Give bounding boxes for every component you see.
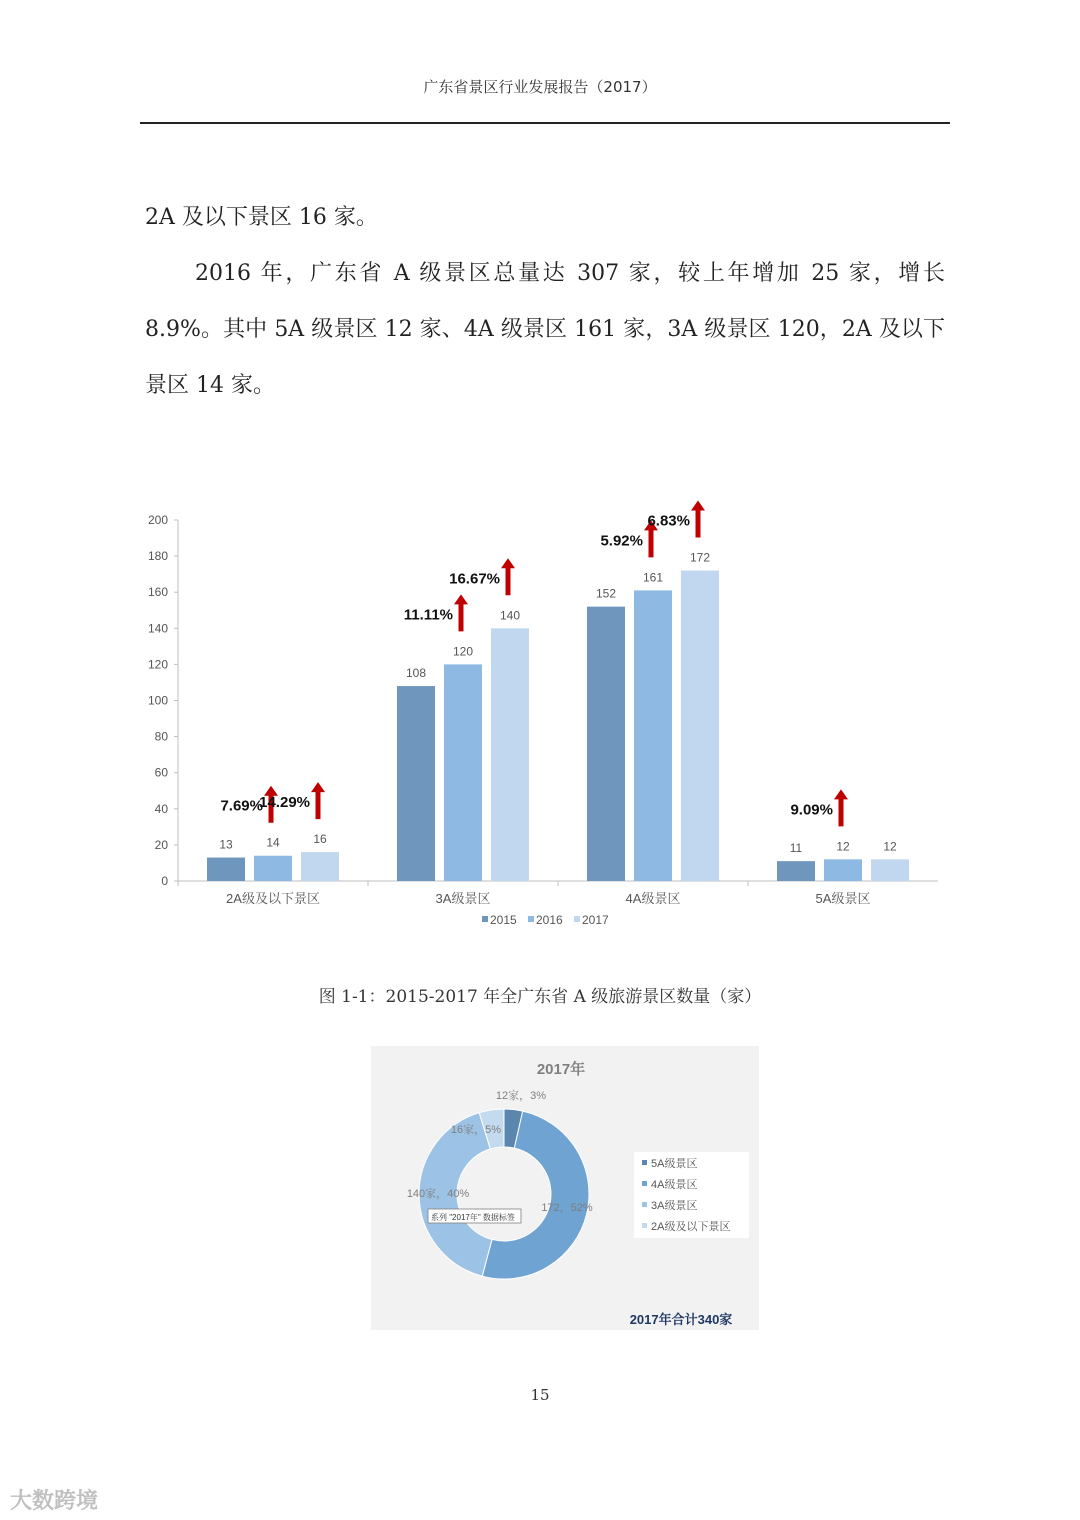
- legend-swatch: [574, 916, 580, 922]
- growth-label: 7.69%: [220, 797, 263, 815]
- y-tick-label: 60: [154, 765, 168, 780]
- bar-value-label: 161: [642, 570, 664, 585]
- growth-label: 6.83%: [647, 512, 690, 530]
- growth-arrow-icon: [454, 594, 468, 631]
- donut-legend-swatch: [642, 1160, 647, 1165]
- bar-value-label: 108: [405, 666, 427, 681]
- bar-chart: [140, 490, 950, 940]
- page-number: 15: [530, 1386, 550, 1404]
- donut-legend-label: 4A级景区: [651, 1179, 698, 1191]
- donut-legend-label: 5A级景区: [651, 1158, 698, 1170]
- donut-slice-label: 140家，40%: [406, 1188, 470, 1200]
- donut-slice-label: 172，52%: [541, 1202, 593, 1214]
- y-tick-label: 140: [147, 621, 168, 636]
- bar-value-label: 14: [266, 835, 280, 850]
- bar-value-label: 12: [883, 839, 897, 854]
- bar-2017: [491, 628, 529, 881]
- bar-2015: [397, 686, 435, 881]
- y-tick-label: 0: [161, 874, 168, 888]
- bar-2017: [871, 859, 909, 881]
- y-tick-label: 180: [147, 549, 168, 564]
- page-header: 广东省景区行业发展报告（2017）: [423, 78, 657, 96]
- donut-total-label: 2017年合计340家: [629, 1312, 733, 1327]
- legend-swatch: [482, 916, 488, 922]
- bar-value-label: 152: [595, 586, 617, 601]
- legend-label: 2015: [490, 913, 517, 927]
- donut-legend-swatch: [642, 1181, 647, 1186]
- bar-2016: [824, 859, 862, 881]
- paragraph-2: 2016 年，广东省 A 级景区总量达 307 家，较上年增加 25 家，增长 8.9%。其中 5A 级景区 12 家、4A 级景区 161 家，3A 级景区 120，2A 及以下景区 14 家。: [145, 261, 945, 398]
- growth-label: 9.09%: [790, 801, 833, 819]
- growth-arrow-icon: [691, 501, 705, 538]
- donut-chart: [371, 1046, 759, 1330]
- bar-2016: [254, 856, 292, 881]
- y-tick-label: 20: [154, 837, 168, 852]
- legend-label: 2017: [582, 913, 609, 927]
- y-tick-label: 120: [147, 657, 168, 672]
- growth-label: 5.92%: [600, 532, 643, 550]
- x-category-label: 2A级及以下景区: [226, 891, 320, 906]
- bar-value-label: 13: [219, 837, 233, 852]
- bar-value-label: 12: [836, 839, 850, 854]
- donut-legend-label: 3A级景区: [651, 1200, 698, 1212]
- donut-legend-swatch: [642, 1202, 647, 1207]
- bar-value-label: 16: [313, 832, 327, 847]
- bar-2017: [301, 852, 339, 881]
- bar-2016: [444, 664, 482, 881]
- growth-label: 14.29%: [259, 794, 310, 812]
- growth-label: 11.11%: [403, 606, 453, 624]
- growth-arrow-icon: [834, 789, 848, 826]
- bar-2015: [587, 607, 625, 881]
- donut-legend-label: 2A级及以下景区: [651, 1221, 731, 1233]
- bar-2017: [681, 571, 719, 881]
- y-tick-label: 80: [154, 729, 168, 744]
- donut-slice-label: 12家，3%: [495, 1090, 547, 1102]
- growth-arrow-icon: [501, 558, 515, 595]
- bar-value-label: 172: [689, 550, 711, 565]
- bar-2015: [207, 858, 245, 881]
- y-tick-label: 160: [147, 585, 168, 600]
- donut-chart-panel: [371, 1046, 759, 1330]
- legend-label: 2016: [536, 913, 563, 927]
- x-category-label: 3A级景区: [435, 891, 491, 906]
- paragraph-1: 2A 及以下景区 16 家。: [145, 205, 378, 230]
- donut-slice-label: 16家，5%: [450, 1124, 502, 1136]
- y-tick-label: 100: [147, 693, 168, 708]
- bar-value-label: 120: [452, 644, 474, 659]
- watermark-logo: 大数跨境: [10, 1489, 99, 1514]
- growth-arrow-icon: [311, 782, 325, 819]
- bar-value-label: 140: [499, 608, 521, 623]
- figure-caption: 图 1-1：2015-2017 年全广东省 A 级旅游景区数量（家）: [318, 987, 762, 1007]
- bar-2016: [634, 590, 672, 881]
- header-rule: [140, 122, 950, 124]
- bar-2015: [777, 861, 815, 881]
- donut-tooltip-text: 系列 "2017年" 数据标签: [431, 1213, 515, 1222]
- x-category-label: 5A级景区: [815, 891, 871, 906]
- growth-label: 16.67%: [449, 570, 500, 588]
- legend-swatch: [528, 916, 534, 922]
- donut-legend-swatch: [642, 1223, 647, 1228]
- bar-value-label: 11: [789, 841, 803, 856]
- y-tick-label: 40: [154, 801, 168, 816]
- y-tick-label: 200: [147, 513, 168, 527]
- donut-title: 2017年: [536, 1061, 586, 1078]
- x-category-label: 4A级景区: [625, 891, 681, 906]
